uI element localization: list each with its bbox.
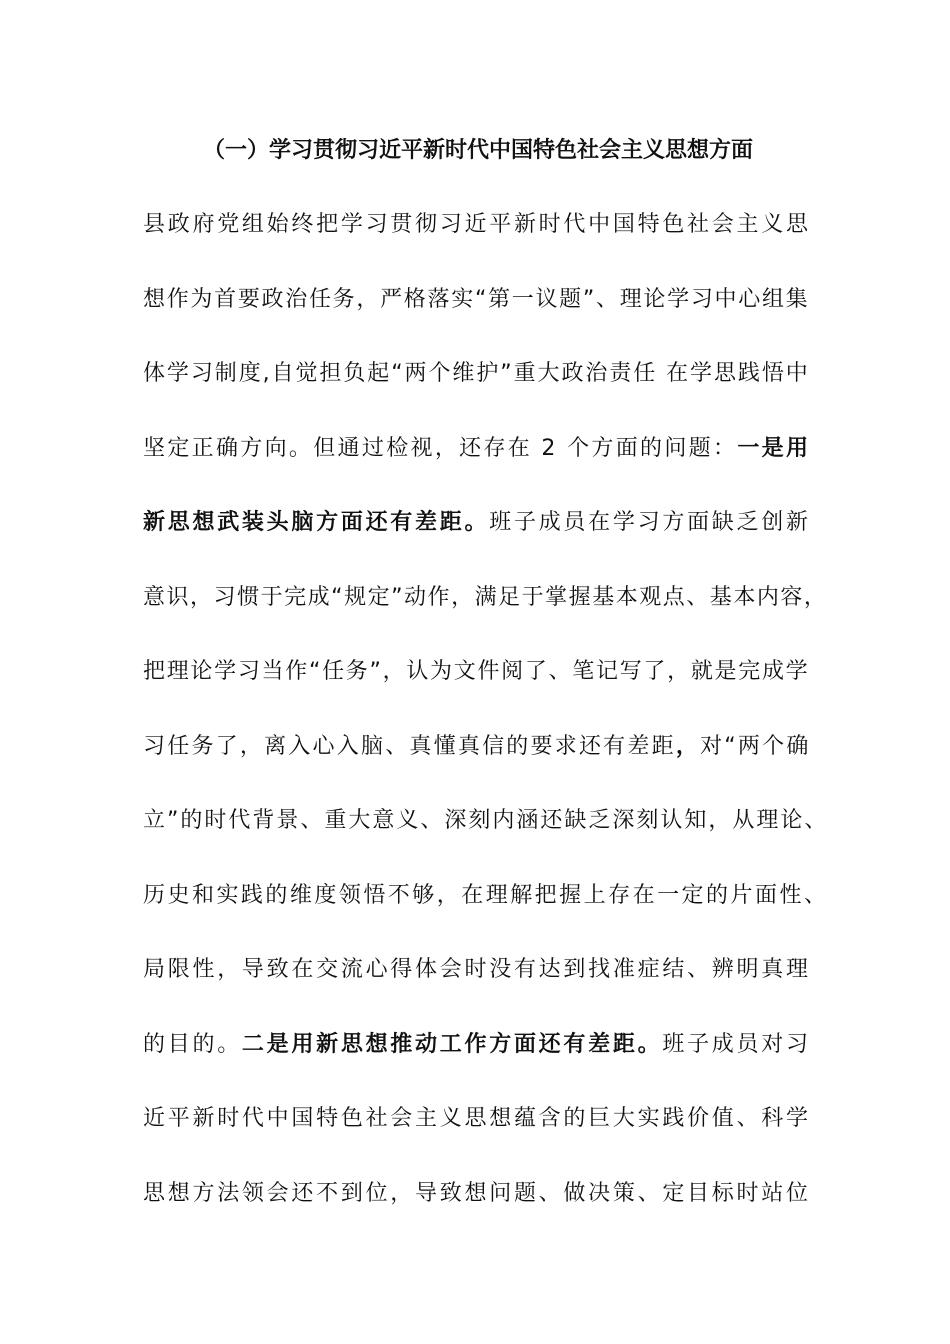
bold-text-segment: 二是用新思想推动工作方面还有差距。 [241,1032,663,1057]
text-segment: 习任务了，离入心入脑、真懂真信的要求还有差距 [143,734,676,759]
section-heading: （一）学习贯彻习近平新时代中国特色社会主义思想方面 [203,138,754,163]
text-segment: 体学习制度,自觉担负起“两个维护”重大政治责任 在学思践悟中 [143,361,810,386]
text-segment: 班子成员对习 [662,1032,811,1057]
text-segment: 坚定正确方向。但通过检视，还存在 2 个方面的问题： [143,436,738,461]
text-segment: 班子成员在学习方面缺乏创新 [489,510,811,535]
text-segment: 的目的。 [143,1032,242,1057]
text-segment: 历史和实践的维度领悟不够，在理解把握上存在一定的片面性、 [143,883,829,908]
text-line [143,1176,811,1212]
text-line [143,878,828,914]
text-segment: 局限性，导致在交流心得体会时没有达到找准症结、辨明真理 [143,957,811,982]
text-segment: 思想方法领会还不到位，导致想问题、做决策、定目标时站位 [143,1181,811,1206]
text-line [143,1101,811,1137]
text-line [143,580,827,616]
text-segment: 近平新时代中国特色社会主义思想蕴含的巨大实践价值、科学 [143,1106,811,1131]
text-line [143,803,828,839]
text-line [143,282,809,318]
text-segment: 县政府党组始终把学习贯彻习近平新时代中国特色社会主义思 [143,212,811,237]
bold-text-segment: 新思想武装头脑方面还有差距。 [143,510,490,535]
bold-text-segment: 一是用 [737,436,811,461]
text-line [143,654,809,690]
text-line [143,431,810,467]
text-segment: 把理论学习当作“任务”，认为文件阅了、笔记写了，就是完成学 [143,659,810,684]
bold-text-segment: ， [675,734,701,759]
text-line [143,952,811,988]
text-line [143,207,811,243]
text-line [143,1027,811,1063]
text-line [143,356,810,392]
text-line [143,505,811,541]
text-segment: 对“两个确 [700,734,811,759]
text-segment: 想作为首要政治任务，严格落实“第一议题”、理论学习中心组集 [143,287,810,312]
text-segment: 立”的时代背景、重大意义、深刻内涵还缺乏深刻认知，从理论、 [143,808,829,833]
text-line [143,729,811,765]
text-segment: 意识，习惯于完成“规定”动作，满足于掌握基本观点、基本内容， [143,585,828,610]
